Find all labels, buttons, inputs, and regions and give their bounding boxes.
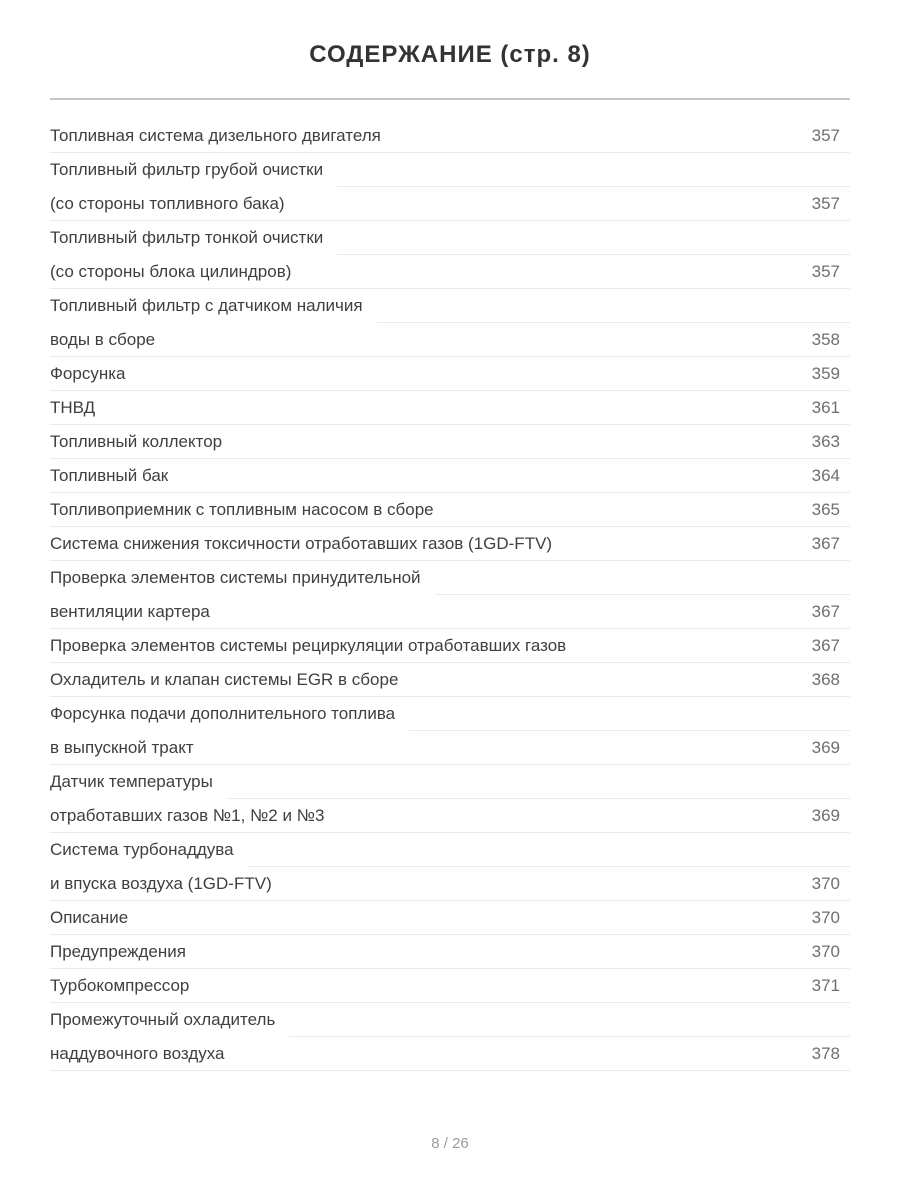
toc-entry-row[interactable] — [50, 119, 850, 153]
toc-entry-row[interactable] — [50, 697, 850, 731]
toc-entry-row[interactable] — [50, 289, 850, 323]
toc-entry-page-number: 364 — [182, 459, 850, 493]
toc-entry-page-number: 367 — [224, 595, 850, 629]
toc-entry-title: Топливный фильтр тонкой очистки — [50, 227, 324, 247]
toc-entry-title: Топливная система дизельного двигателя — [50, 119, 395, 153]
toc-entry-title: Топливный коллектор — [50, 425, 236, 459]
toc-entry-page-number: 365 — [448, 493, 850, 527]
toc-entry-page-number: 370 — [286, 867, 850, 901]
toc-entry-page-number: 358 — [169, 323, 850, 357]
toc-entry-page-number: 367 — [580, 629, 850, 663]
title-divider — [50, 98, 850, 100]
toc-entry-title: Топливоприемник с топливным насосом в сборе — [50, 493, 448, 527]
toc-entry-page-number: 378 — [239, 1037, 850, 1071]
toc-entry-title: Турбокомпрессор — [50, 969, 203, 1003]
toc-entry-row[interactable] — [50, 765, 850, 799]
toc-entry-page-number: 370 — [200, 935, 850, 969]
page-indicator: 8 / 26 — [431, 1135, 469, 1152]
toc-entry-page-spacer — [337, 153, 850, 187]
toc-entry-page-number: 371 — [203, 969, 850, 1003]
toc-entry-title: (со стороны топливного бака) — [50, 187, 299, 221]
toc-entry-row[interactable] — [50, 153, 850, 187]
toc-entry-row[interactable] — [50, 833, 850, 867]
toc-entry-title: в выпускной тракт — [50, 731, 208, 765]
toc-entry-title: Датчик температуры — [50, 771, 213, 791]
toc-entry-page-number: 368 — [412, 663, 850, 697]
toc-entry-page-number: 363 — [236, 425, 850, 459]
toc-entry-row[interactable] — [50, 663, 850, 697]
toc-entry-title: Форсунка — [50, 357, 140, 391]
toc-entry-title: Предупреждения — [50, 935, 200, 969]
toc-entry-row[interactable] — [50, 493, 850, 527]
toc-entry-page-spacer — [248, 833, 850, 867]
toc-entry-page-number: 357 — [305, 255, 850, 289]
toc-entry-page-spacer — [409, 697, 850, 731]
toc-entry-page-number: 369 — [208, 731, 850, 765]
toc-entry-title: Система турбонаддува — [50, 839, 234, 859]
toc-entry-title: и впуска воздуха (1GD-FTV) — [50, 867, 286, 901]
toc-entry-row[interactable] — [50, 935, 850, 969]
toc-list — [50, 119, 850, 1071]
toc-entry-row[interactable] — [50, 561, 850, 595]
toc-entry-title: Система снижения токсичности отработавших газов (1GD-FTV) — [50, 527, 566, 561]
toc-entry-row[interactable] — [50, 187, 850, 221]
toc-entry-page-spacer — [289, 1003, 850, 1037]
page-title: СОДЕРЖАНИЕ (стр. 8) — [309, 41, 591, 68]
toc-entry-title: Топливный бак — [50, 459, 182, 493]
toc-entry-title: Форсунка подачи дополнительного топлива — [50, 703, 396, 723]
toc-entry-row[interactable] — [50, 799, 850, 833]
toc-entry-row[interactable] — [50, 901, 850, 935]
toc-entry-row[interactable] — [50, 425, 850, 459]
toc-entry-row[interactable] — [50, 595, 850, 629]
toc-entry-row[interactable] — [50, 357, 850, 391]
toc-entry-title: Проверка элементов системы рециркуляции отработавших газов — [50, 629, 580, 663]
toc-entry-page-spacer — [435, 561, 850, 595]
toc-entry-row[interactable] — [50, 323, 850, 357]
toc-entry-page-spacer — [337, 221, 850, 255]
toc-entry-row[interactable] — [50, 255, 850, 289]
toc-entry-title: отработавших газов №1, №2 и №3 — [50, 799, 338, 833]
toc-entry-row[interactable] — [50, 391, 850, 425]
toc-entry-row[interactable] — [50, 969, 850, 1003]
toc-entry-title: наддувочного воздуха — [50, 1037, 239, 1071]
toc-entry-title: Охладитель и клапан системы EGR в сборе — [50, 663, 412, 697]
toc-entry-title: ТНВД — [50, 391, 109, 425]
toc-entry-title: Топливный фильтр с датчиком наличия — [50, 295, 363, 315]
toc-entry-row[interactable] — [50, 459, 850, 493]
toc-entry-title: воды в сборе — [50, 323, 169, 357]
toc-entry-row[interactable] — [50, 731, 850, 765]
toc-entry-page-number: 369 — [338, 799, 850, 833]
toc-entry-row[interactable] — [50, 629, 850, 663]
toc-entry-row[interactable] — [50, 1037, 850, 1071]
toc-entry-title: Промежуточный охладитель — [50, 1009, 276, 1029]
toc-entry-page-number: 370 — [142, 901, 850, 935]
toc-entry-page-number: 361 — [109, 391, 850, 425]
toc-entry-title: Описание — [50, 901, 142, 935]
toc-entry-page-number: 357 — [395, 119, 850, 153]
toc-entry-title: Топливный фильтр грубой очистки — [50, 159, 324, 179]
toc-entry-title: вентиляции картера — [50, 595, 224, 629]
toc-entry-page-number: 357 — [299, 187, 850, 221]
toc-entry-page-spacer — [227, 765, 850, 799]
toc-entry-row[interactable] — [50, 1003, 850, 1037]
toc-entry-title: (со стороны блока цилиндров) — [50, 255, 305, 289]
toc-entry-row[interactable] — [50, 221, 850, 255]
toc-entry-page-number: 367 — [566, 527, 850, 561]
toc-entry-title: Проверка элементов системы принудительной — [50, 567, 421, 587]
toc-entry-page-number: 359 — [140, 357, 851, 391]
toc-entry-row[interactable] — [50, 867, 850, 901]
toc-entry-row[interactable] — [50, 527, 850, 561]
toc-entry-page-spacer — [377, 289, 850, 323]
